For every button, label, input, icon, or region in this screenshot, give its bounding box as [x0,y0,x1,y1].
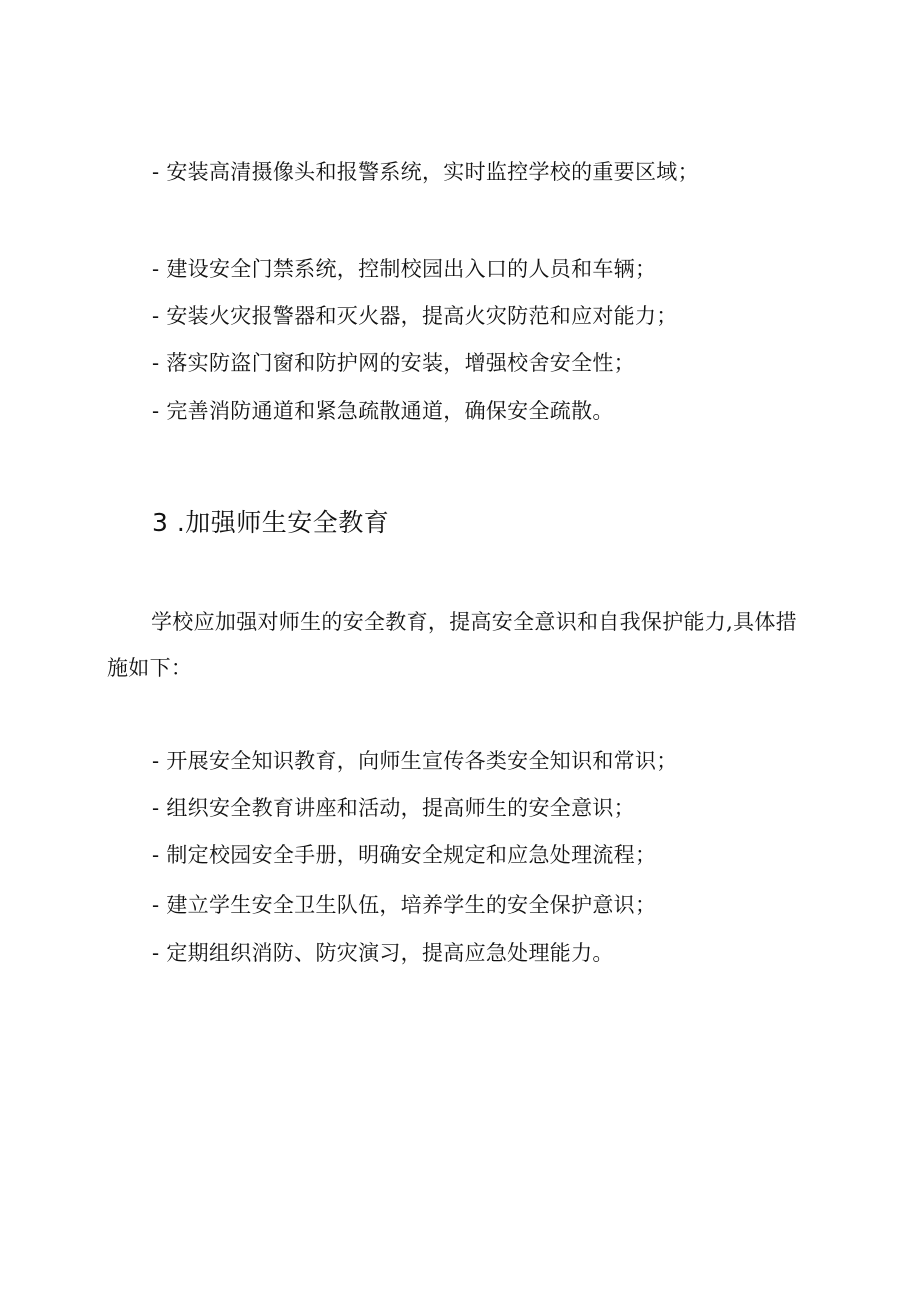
list-item: - 安装火灾报警器和灭火器，提高火灾防范和应对能力； [152,304,678,328]
list-item: - 落实防盗门窗和防护网的安装，增强校舍安全性； [152,351,635,375]
list-item: - 建立学生安全卫生队伍，培养学生的安全保护意识； [152,893,657,917]
section-paragraph: 学校应加强对师生的安全教育，提高安全意识和自我保护能力,具体措施如下： [107,610,797,680]
list-item: - 安装高清摄像头和报警系统，实时监控学校的重要区域； [152,160,699,184]
section-heading: 3 .加强师生安全教育 [152,508,390,537]
list-item: - 完善消防通道和紧急疏散通道，确保安全疏散。 [152,399,614,423]
list-item: - 定期组织消防、防灾演习，提高应急处理能力。 [152,941,614,965]
list-item: - 建设安全门禁系统，控制校园出入口的人员和车辆； [152,257,657,281]
list-item: - 制定校园安全手册，明确安全规定和应急处理流程； [152,843,657,867]
list-item: - 组织安全教育讲座和活动，提高师生的安全意识； [152,796,635,820]
list-item: - 开展安全知识教育，向师生宣传各类安全知识和常识； [152,749,678,773]
